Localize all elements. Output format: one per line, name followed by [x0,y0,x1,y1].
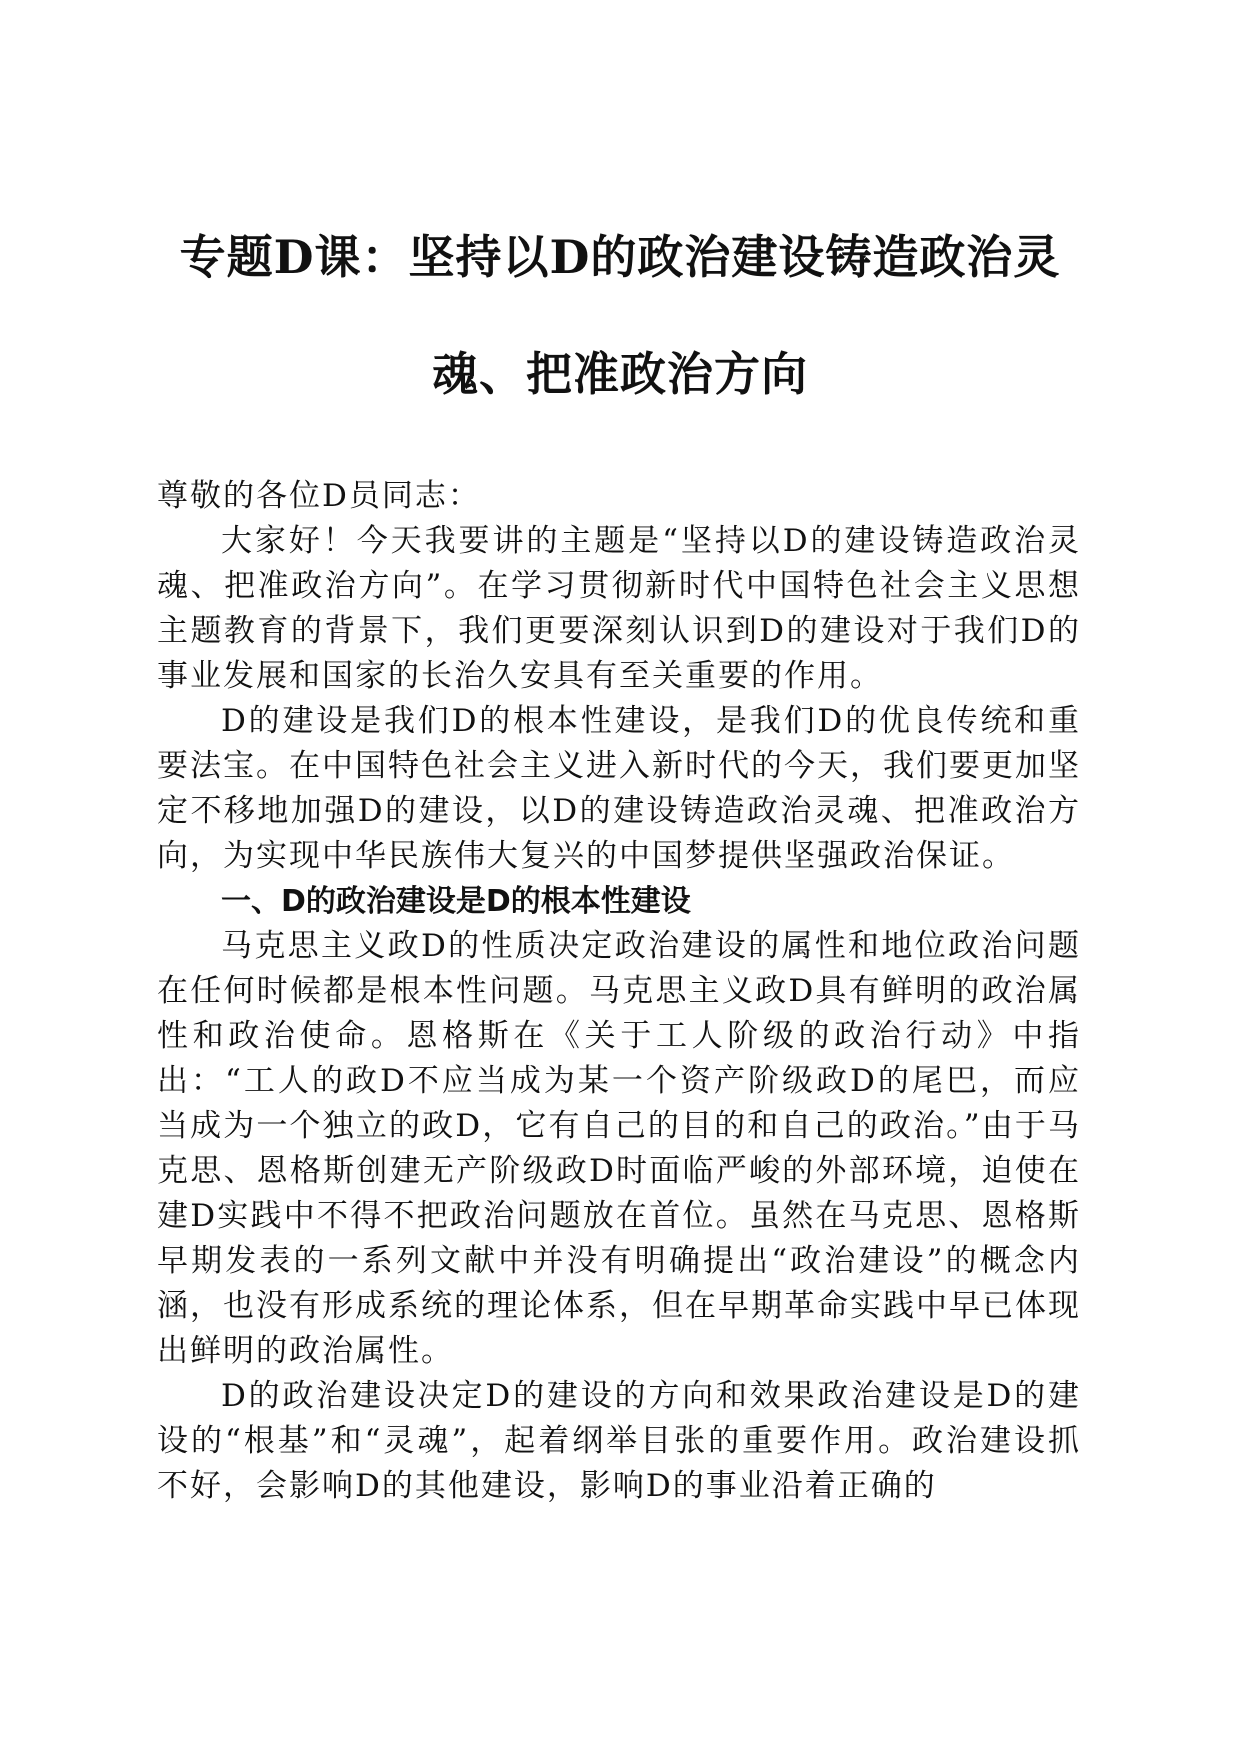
paragraph-party-building: D的建设是我们D的根本性建设，是我们D的优良传统和重要法宝。在中国特色社会主义进入新时代的今天，我们要更加坚定不移地加强D的建设，以D的建设铸造政治灵魂、把准政治方向，为实现中华民族伟大复兴的中国梦提供坚强政治保证。 [157,703,1081,874]
document-title-line-2: 魂、把准政治方向 [432,347,808,401]
paragraph-political-building: D的政治建设决定D的建设的方向和效果政治建设是D的建设的“根基”和“灵魂”，起着纲举目张的重要作用。政治建设抓不好，会影响D的其他建设，影响D的事业沿着正确的 [157,1378,1081,1504]
salutation: 尊敬的各位D员同志： [157,478,481,514]
document-body [157,474,1081,1509]
document-title-line-1: 专题D课：坚持以D的政治建设铸造政治灵 [179,230,1061,284]
section-heading-1: 一、D的政治建设是D的根本性建设 [221,884,691,919]
paragraph-intro: 大家好！今天我要讲的主题是“坚持以D的建设铸造政治灵魂、把准政治方向”。在学习贯彻新时代中国特色社会主义思想主题教育的背景下，我们更要深刻认识到D的建设对于我们D的事业发展和国家的长治久安具有至关重要的作用。 [157,523,1081,694]
paragraph-marxist-party: 马克思主义政D的性质决定政治建设的属性和地位政治问题在任何时候都是根本性问题。马克思主义政D具有鲜明的政治属性和政治使命。恩格斯在《关于工人阶级的政治行动》中指出：“工人的政D不应当成为某一个资产阶级政D的尾巴，而应当成为一个独立的政D，它有自己的目的和自己的政治。”由于马克思、恩格斯创建无产阶级政D时面临严峻的外部环境，迫使在建D实践中不得不把政治问题放在首位。虽然在马克思、恩格斯早期发表的一系列文献中并没有明确提出“政治建设”的概念内涵，也没有形成系统的理论体系，但在早期革命实践中早已体现出鲜明的政治属性。 [157,928,1081,1369]
